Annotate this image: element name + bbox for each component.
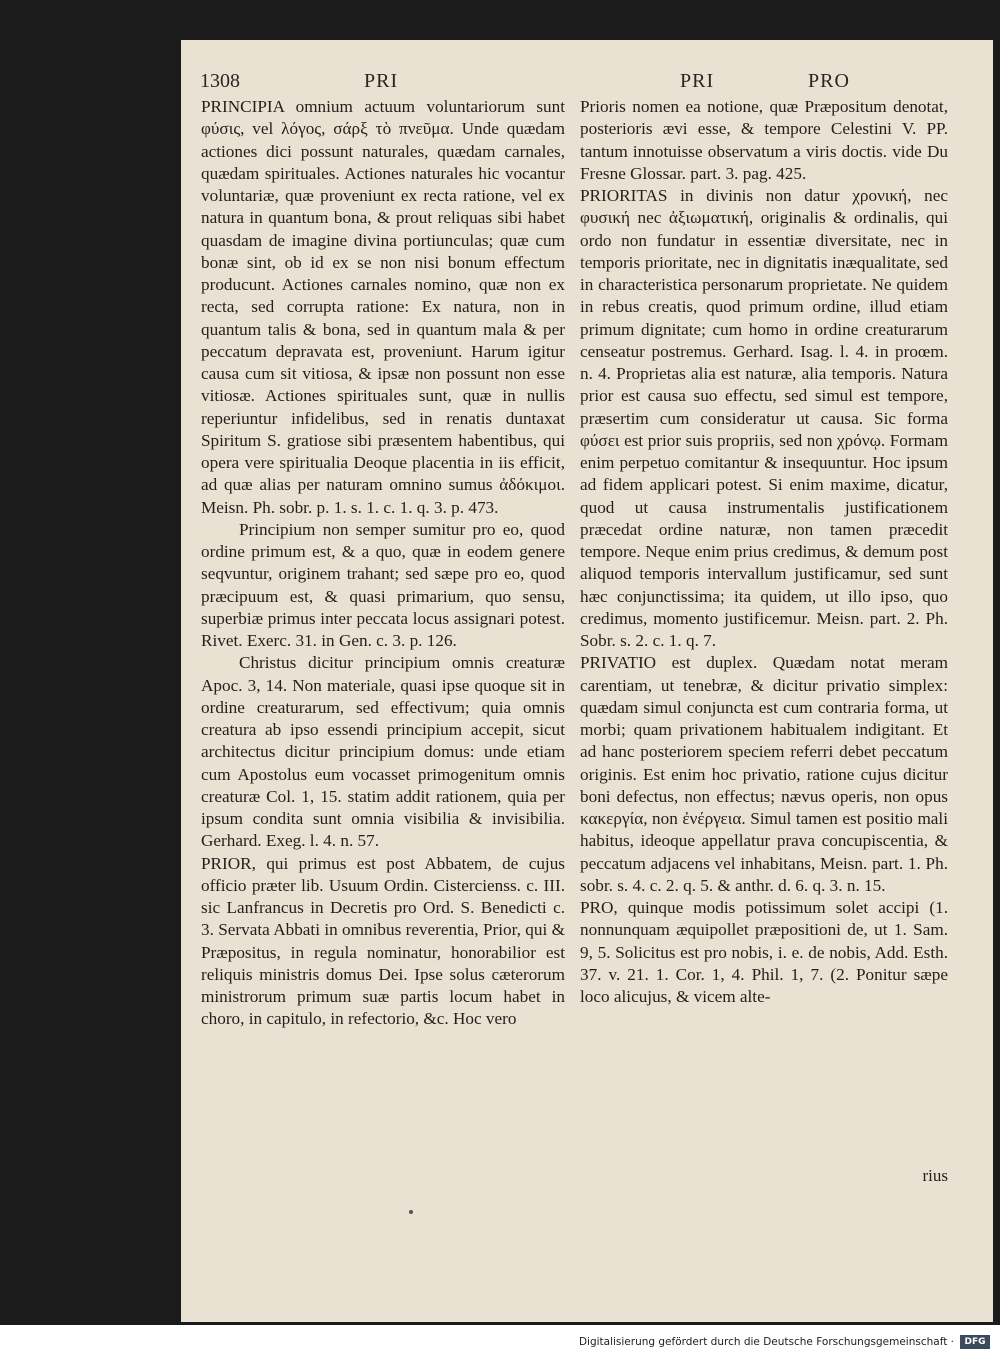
left-column — [201, 96, 565, 1031]
right-headword-1: PRI — [680, 70, 715, 92]
ink-speck — [409, 1210, 413, 1214]
dfg-logo: DFG — [960, 1335, 990, 1349]
entry-prior: PRIOR, qui primus est post Abbatem, de cujus officio præter lib. Usuum Ordin. Cistercienss. c. III. sic Lanfrancus in Decretis pro Ord. S. Benedicti c. 3. Servata Abbati in omnibus reverentia, Prior, qui & Præpositus, in regula nominatur, honorabilior est reliquis ministris domus Dei. Ipse solus cæterorum ministrorum primum suæ partis locum habet in choro, in capitulo, in refectorio, &c. Hoc vero — [201, 853, 565, 1029]
page-number: 1308 — [200, 70, 240, 92]
entry-christus: Christus dicitur principium omnis creaturæ Apoc. 3, 14. Non materiale, quasi ipse quoque sit in ordine creaturarum, sed effectivum; quia omnis creatura ab ipso essendi principium accepit, sicut architectus dicitur principium domus: unde etiam cum Apostolus eum vocasset primogenitum omnis creaturæ Col. 1, 15. statim addit rationem, quia per ipsum condita sunt omnia visibilia & invisibilia. Gerhard. Exeg. l. 4. n. 57. — [201, 653, 565, 851]
right-column — [580, 96, 948, 1008]
entry-pro: PRO, quinque modis potissimum solet accipi (1. nonnunquam æquipollet præpositioni de, ut 1. Sam. 9, 5. Solicitus est pro nobis, i. e. de nobis, Add. Esth. 37. v. 21. 1. Cor. 1, 4. Phil. 1, 7. (2. Ponitur sæpe loco alicujus, & vicem alte- — [580, 898, 948, 1006]
catchword: rius — [922, 1166, 948, 1185]
entry-principium: Principium non semper sumitur pro eo, quod ordine primum est, & a quo, quæ in eodem genere seqvuntur, originem trahant; sed sæpe pro eo, quod præcipuum est, & quasi primarium, quo sensu, superbiæ primus inter peccata locus assignari potest. Rivet. Exerc. 31. in Gen. c. 3. p. 126. — [201, 519, 565, 650]
digitization-credit: Digitalisierung gefördert durch die Deutsche Forschungsgemeinschaft · — [578, 1336, 954, 1348]
entry-privatio: PRIVATIO est duplex. Quædam notat meram carentiam, ut tenebræ, & dicitur privatio simplex: quædam simul conjuncta est cum contraria forma, ut morbi; quam privationem habitualem indigitant. Et ad hanc posteriorem speciem referri debet peccatum originis. Est enim hoc privatio, ratione cujus dicitur boni defectus, non effectus; nævus operis, non opus κακεργία, non ἐνέργεια. Simul tamen est positio mali habitus, ideoque appellatur prava concupiscentia, & peccatum adjacens vel inhabitans, Meisn. part. 1. Ph. sobr. s. 4. c. 2. q. 5. & anthr. d. 6. q. 3. n. 15. — [580, 653, 948, 895]
running-header — [0, 70, 1000, 98]
entry-prior-continued: Prioris nomen ea notione, quæ Præpositum denotat, posterioris ævi esse, & tempore Celestini V. PP. tantum innotuisse observatum a viris doctis. vide Du Fresne Glossar. part. 3. pag. 425. — [580, 97, 948, 183]
footer-bar — [0, 1325, 1000, 1358]
entry-principia: PRINCIPIA omnium actuum voluntariorum sunt φύσις, vel λόγος, σάρξ τὸ πνεῦμα. Unde quædam actiones dici possunt naturales, quædam carnales, quædam spirituales. Actiones naturales hic vocantur voluntariæ, quæ proveniunt ex recta ratione, vel ex natura in quantum bona, & prout reliquas sibi habet quasdam de imagine divina portiunculas; quæ cum bonæ sint, ob id ex se non nisi bonum effectum producunt. Actiones carnales nomino, quæ non ex recta, sed corrupta ratione: Ex natura, non in quantum talis & bona, sed in quantum mala & per peccatum depravata est, proveniunt. Harum igitur causa cum sit vitiosa, & ipsæ non possunt non esse vitiosæ. Actiones spirituales sunt, quæ in nullis reperiuntur infidelibus, sed in renatis duntaxat Spiritum S. gratiose sibi præsentem habentibus, qui opera vere spiritualia Deoque placentia in iis efficit, ad quæ alias per naturam omnino sumus ἀδόκιμοι. Meisn. Ph. sobr. p. 1. s. 1. c. 1. q. 3. p. 473. — [201, 97, 565, 517]
entry-prioritas: PRIORITAS in divinis non datur χρονική, nec φυσική nec ἀξιωματική, originalis & ordinalis, qui ordo non fundatur in essentiæ diversitate, nec in temporis prioritate, nec in dignitatis inæqualitate, sed in characteristica personarum proprietate. Ne quidem in rebus creatis, quod primum ordine, illud etiam primum dignitate; cum homo in ordine creaturarum censeatur postremus. Gerhard. Isag. l. 4. in proœm. n. 4. Proprietas alia est naturæ, alia temporis. Natura prior est causa suo effectu, sed simul est tempore, præsertim cum consideratur ut causa. Sic forma φύσει est prior suis propriis, sed non χρόνῳ. Formam enim perpetuo comitantur & insequuntur. Hoc ipsum ad fidem applicari potest. Si enim maxime, dicatur, quod ut causa instrumentalis justificationem præcedat ordine naturæ, non tamen præcedit tempore. Neque enim prius credimus, & demum post aliquod temporis intervallum justificamur, sed sunt hæc conjunctissima; ita quidem, ut illo ipso, quo credimus, momento justificemur. Meisn. part. 2. Ph. Sobr. s. 2. c. 1. q. 7. — [580, 186, 948, 650]
right-headword-2: PRO — [808, 70, 850, 92]
left-headword: PRI — [364, 70, 399, 92]
